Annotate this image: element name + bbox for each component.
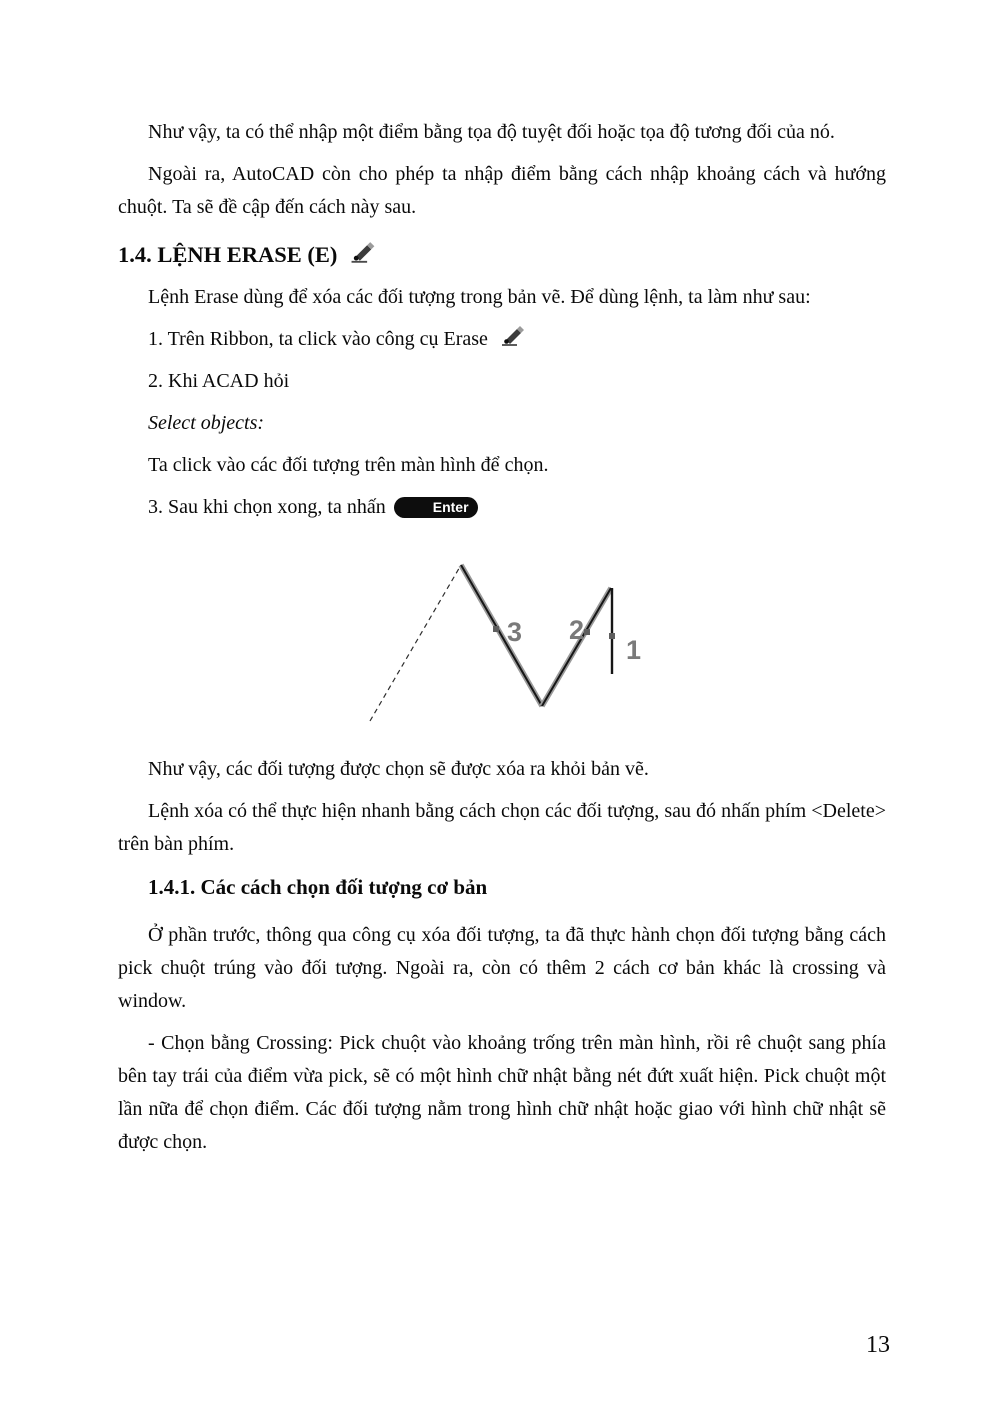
erase-tool-icon <box>499 324 529 350</box>
paragraph-delete-key: Lệnh xóa có thể thực hiện nhanh bằng cách chọn các đối tượng, sau đó nhấn phím <Delete> trên bàn phím. <box>118 800 886 855</box>
paragraph-selection-intro: Ở phần trước, thông qua công cụ xóa đối tượng, ta đã thực hành chọn đối tượng bằng cách pick chuột trúng vào đối tượng. Ngoài ra, còn có thêm 2 cách cơ bản khác là crossing và window. <box>118 924 886 1012</box>
paragraph-erase-result: Như vậy, các đối tượng được chọn sẽ được xóa ra khỏi bản vẽ. <box>148 758 649 780</box>
figure-label-1: 1 <box>626 635 642 665</box>
section-heading-erase <box>118 240 886 270</box>
paragraph-click-select: Ta click vào các đối tượng trên màn hình để chọn. <box>148 454 549 476</box>
section-heading-selection-methods: 1.4.1. Các cách chọn đối tượng cơ bản <box>148 875 488 899</box>
step-1-text: 1. Trên Ribbon, ta click vào công cụ Erase <box>148 328 488 350</box>
grip-point-3[interactable] <box>493 626 499 632</box>
command-prompt-text: Select objects: <box>148 412 265 434</box>
page-number: 13 <box>866 1332 890 1358</box>
step-3-text: 3. Sau khi chọn xong, ta nhấn <box>148 496 386 518</box>
selected-line-3[interactable] <box>461 565 542 706</box>
paragraph-erase-description: Lệnh Erase dùng để xóa các đối tượng trong bản vẽ. Để dùng lệnh, ta làm như sau: <box>148 286 811 308</box>
figure-label-2: 2 <box>569 615 585 645</box>
grip-point-1[interactable] <box>609 633 615 639</box>
enter-key-badge: Enter <box>394 497 478 518</box>
paragraph-distance-direction: Ngoài ra, AutoCAD còn cho phép ta nhập điểm bằng cách nhập khoảng cách và hướng chuột. Ta sẽ đề cập đến cách này sau. <box>118 163 886 218</box>
step-3 <box>118 491 886 524</box>
erase-selection-figure <box>368 548 678 743</box>
step-1 <box>118 323 886 356</box>
paragraph-point-entry: Như vậy, ta có thể nhập một điểm bằng tọa độ tuyệt đối hoặc tọa độ tương đối của nó. <box>148 121 835 143</box>
grip-point-2[interactable] <box>584 629 590 635</box>
step-2: 2. Khi ACAD hỏi <box>148 370 290 392</box>
dashed-construction-line <box>370 565 461 721</box>
section-heading-erase-text: 1.4. LỆNH ERASE (E) <box>118 242 338 267</box>
figure-label-3: 3 <box>507 617 523 647</box>
erase-tool-icon <box>348 240 380 267</box>
paragraph-crossing-method: - Chọn bằng Crossing: Pick chuột vào khoảng trống trên màn hình, rồi rê chuột sang phía bên tay trái của điểm vừa pick, sẽ có một hình chữ nhật bằng nét đứt xuất hiện. Pick chuột một lần nữa để chọn điểm. Các đối tượng nằm trong hình chữ nhật hoặc giao với hình chữ nhật sẽ được chọn. <box>118 1032 886 1153</box>
selected-line-2[interactable] <box>542 588 611 706</box>
